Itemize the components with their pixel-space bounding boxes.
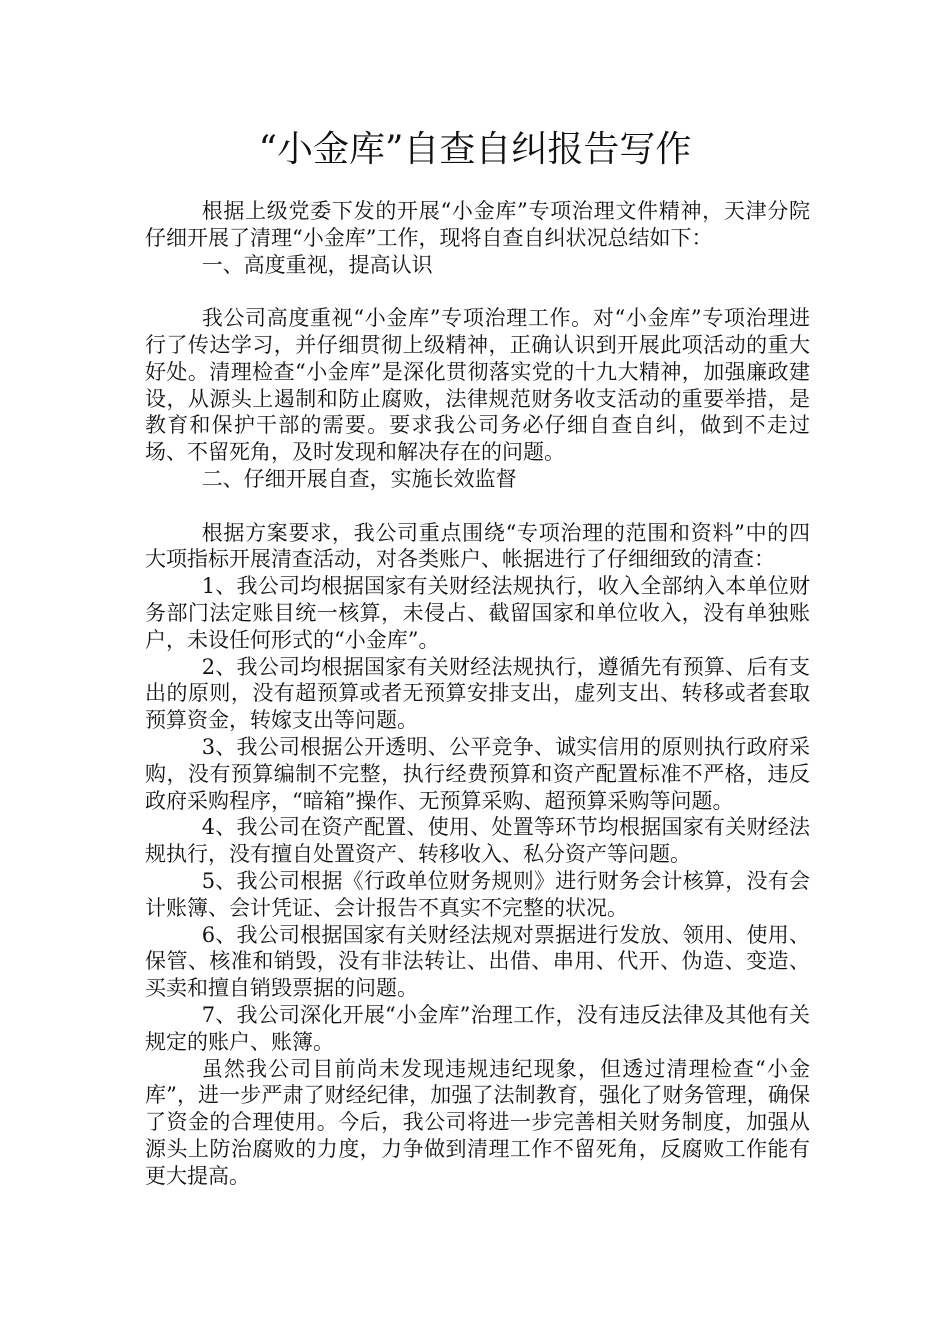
list-item-1: 1、我公司均根据国家有关财经法规执行，收入全部纳入本单位财务部门法定账目统一核算，未侵占、截留国家和单位收入，没有单独账户，未设任何形式的“小金库”。 bbox=[145, 574, 810, 652]
list-item-3: 3、我公司根据公开透明、公平竞争、诚实信用的原则执行政府采购，没有预算编制不完整，执行经费预算和资产配置标准不严格，违反政府采购程序，“暗箱”操作、无预算采购、超预算采购等问题。 bbox=[145, 734, 810, 813]
list-item-7: 7、我公司深化开展“小金库”治理工作，没有违反法律及其他有关规定的账户、账簿。 bbox=[145, 1002, 810, 1054]
document-body bbox=[145, 198, 810, 1189]
list-item-2: 2、我公司均根据国家有关财经法规执行，遵循先有预算、后有支出的原则，没有超预算或者无预算安排支出，虚列支出、转移或者套取预算资金，转嫁支出等问题。 bbox=[145, 654, 810, 733]
list-item-5: 5、我公司根据《行政单位财务规则》进行财务会计核算，没有会计账簿、会计凭证、会计报告不真实不完整的状况。 bbox=[145, 868, 810, 920]
conclusion-paragraph: 虽然我公司目前尚未发现违规违纪现象，但透过清理检查“小金库”，进一步严肃了财经纪律，加强了法制教育，强化了财务管理，确保了资金的合理使用。今后，我公司将进一步完善相关财务制度，加强从源头上防治腐败的力度，力争做到清理工作不留死角，反腐败工作能有更大提高。 bbox=[145, 1056, 810, 1188]
section-1-paragraph: 我公司高度重视“小金库”专项治理工作。对“小金库”专项治理进行了传达学习，并仔细贯彻上级精神，正确认识到开展此项活动的重大好处。清理检查“小金库”是深化贯彻落实党的十九大精神，加强廉政建设，从源头上遏制和防止腐败，法律规范财务收支活动的重要举措，是教育和保护干部的需要。要求我公司务必仔细自查自纠，做到不走过场、不留死角，及时发现和解决存在的问题。 bbox=[145, 306, 810, 465]
intro-paragraph: 根据上级党委下发的开展“小金库”专项治理文件精神，天津分院仔细开展了清理“小金库”工作，现将自查自纠状况总结如下： bbox=[145, 199, 810, 250]
list-item-4: 4、我公司在资产配置、使用、处置等环节均根据国家有关财经法规执行，没有擅自处置资产、转移收入、私分资产等问题。 bbox=[145, 815, 810, 867]
section-2-intro-paragraph: 根据方案要求，我公司重点围绕“专项治理的范围和资料”中的四大项指标开展清查活动，对各类账户、帐据进行了仔细细致的清查： bbox=[145, 520, 810, 572]
section-1-heading: 一、高度重视，提高认识 bbox=[201, 252, 433, 277]
list-item-6: 6、我公司根据国家有关财经法规对票据进行发放、领用、使用、保管、核准和销毁，没有非法转让、出借、串用、代开、伪造、变造、买卖和擅自销毁票据的问题。 bbox=[145, 922, 810, 1001]
section-2-heading: 二、仔细开展自查，实施长效监督 bbox=[201, 466, 517, 491]
document-title: “小金库”自查自纠报告写作 bbox=[258, 129, 692, 170]
